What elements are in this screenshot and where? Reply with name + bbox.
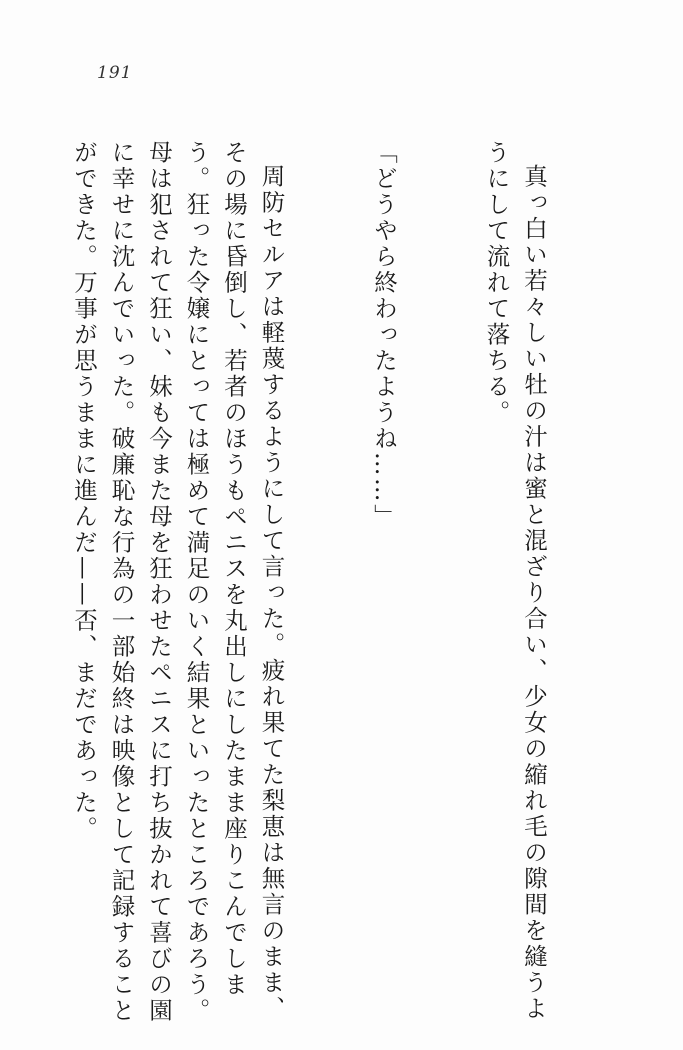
dialogue-line: 「どうやら終わったようね……」 <box>370 140 398 530</box>
body-text <box>37 140 627 1030</box>
paragraph: 周防セルアは軽蔑するようにして言った。疲れ果てた梨恵は無言のまま、その場に昏倒し、若者のほうもペニスを丸出しにしたまま座りこんでしまう。狂った令嬢にとっては極めて満足のいく結果といったところであろう。母は犯されて狂い、妹も今また母を狂わせたペニスに打ち抜かれて喜びの園に幸せに沈んでいった。破廉恥な行為の一部始終は映像として記録することができた。万事が思うままに進んだ——否、まだであった。 <box>70 140 286 1024</box>
page-number: 191 <box>97 63 133 83</box>
paragraph: 真っ白い若々しい牡の汁は蜜と混ざり合い、少女の縮れ毛の隙間を縫うようにして流れて落ちる。 <box>482 140 548 1022</box>
